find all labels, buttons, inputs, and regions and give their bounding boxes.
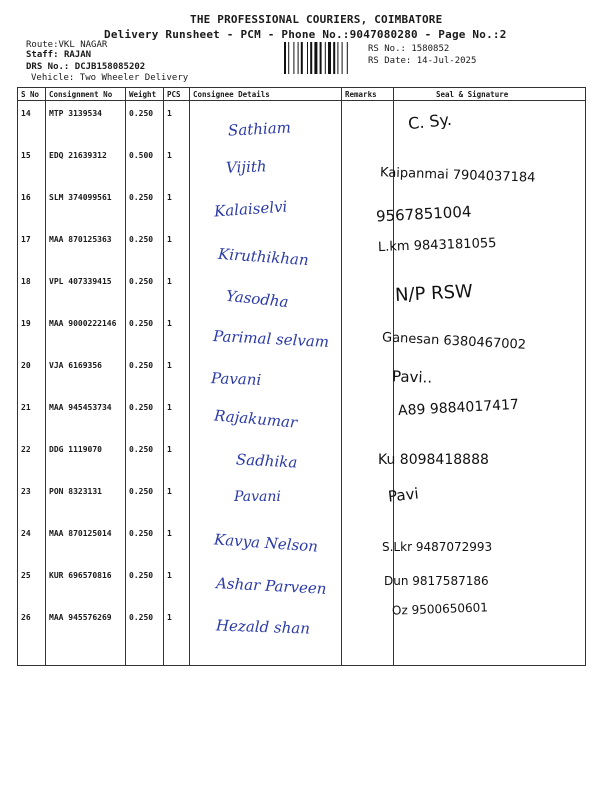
cell-pcs: 1 xyxy=(164,185,190,227)
cell-cons: MAA 870125363 xyxy=(46,227,126,269)
staff-line xyxy=(26,50,91,60)
table-row xyxy=(18,269,586,311)
consignee-handwriting: Parimal selvam xyxy=(212,326,330,352)
cell-cons: MAA 945453734 xyxy=(46,395,126,437)
cell-pcs: 1 xyxy=(164,437,190,479)
consignee-handwriting: Pavani xyxy=(234,489,281,505)
staff-value: RAJAN xyxy=(63,50,92,60)
cell-sno: 15 xyxy=(18,143,46,185)
cell-sno: 17 xyxy=(18,227,46,269)
cell-pcs: 1 xyxy=(164,605,190,666)
consignee-handwriting: Kiruthikhan xyxy=(217,244,310,270)
cell-sno: 20 xyxy=(18,353,46,395)
column-header: Consignee Details xyxy=(190,88,342,101)
cell-blank xyxy=(394,479,586,521)
signature-handwriting: A89 9884017417 xyxy=(397,396,520,420)
cell-sno: 22 xyxy=(18,437,46,479)
cell-blank xyxy=(342,605,394,666)
route-line xyxy=(26,40,107,50)
signature-handwriting: Pavi.. xyxy=(391,367,433,387)
cell-weight: 0.250 xyxy=(126,101,164,144)
cell-blank xyxy=(342,101,394,144)
cell-cons: SLM 374099561 xyxy=(46,185,126,227)
signature-handwriting: Dun 9817587186 xyxy=(384,574,489,588)
signature-handwriting: Kaipanmai 7904037184 xyxy=(379,165,536,186)
cell-weight: 0.250 xyxy=(126,269,164,311)
consignee-handwriting: Pavani xyxy=(210,369,262,389)
cell-cons: EDQ 21639312 xyxy=(46,143,126,185)
cell-weight: 0.250 xyxy=(126,437,164,479)
column-header: PCS xyxy=(164,88,190,101)
cell-pcs: 1 xyxy=(164,479,190,521)
consignee-handwriting: Sathiam xyxy=(227,118,292,140)
vehicle-value: Two Wheeler Delivery xyxy=(79,73,189,83)
cell-pcs: 1 xyxy=(164,521,190,563)
cell-sno: 26 xyxy=(18,605,46,666)
table-row xyxy=(18,353,586,395)
barcode-image xyxy=(283,42,363,74)
cell-cons: PON 8323131 xyxy=(46,479,126,521)
consignee-handwriting: Kalaiselvi xyxy=(213,197,288,221)
cell-pcs: 1 xyxy=(164,311,190,353)
consignee-handwriting: Sadhika xyxy=(235,450,298,472)
cell-cons: DDG 1119070 xyxy=(46,437,126,479)
cell-weight: 0.250 xyxy=(126,479,164,521)
route-label: Route: xyxy=(26,40,59,50)
cell-weight: 0.250 xyxy=(126,353,164,395)
consignee-handwriting: Kavya Nelson xyxy=(213,530,319,556)
document-subtitle: Delivery Runsheet - PCM - Phone No.:9047080280 - Page No.:2 xyxy=(104,28,507,41)
signature-handwriting: S.Lkr 9487072993 xyxy=(382,540,493,554)
cell-pcs: 1 xyxy=(164,143,190,185)
cell-pcs: 1 xyxy=(164,101,190,144)
cell-blank xyxy=(342,479,394,521)
table-header-row xyxy=(18,88,586,101)
column-header: S No xyxy=(18,88,46,101)
signature-handwriting: Oz 9500650601 xyxy=(391,600,489,618)
consignee-handwriting: Rajakumar xyxy=(213,406,298,432)
cell-cons: MAA 870125014 xyxy=(46,521,126,563)
rs-number: RS No.: 1580852 xyxy=(368,44,450,54)
cell-weight: 0.250 xyxy=(126,227,164,269)
signature-handwriting: Ganesan 6380467002 xyxy=(381,330,527,353)
drs-value: DCJB158085202 xyxy=(74,62,146,72)
vehicle-line xyxy=(31,73,188,83)
cell-pcs: 1 xyxy=(164,269,190,311)
table-row xyxy=(18,437,586,479)
consignee-handwriting: Ashar Parveen xyxy=(215,574,327,598)
cell-weight: 0.250 xyxy=(126,521,164,563)
signature-handwriting: Ku 8098418888 xyxy=(378,452,489,468)
signature-handwriting: 9567851004 xyxy=(375,202,472,226)
cell-weight: 0.500 xyxy=(126,143,164,185)
cell-blank xyxy=(342,269,394,311)
cell-cons: MAA 9000222146 xyxy=(46,311,126,353)
signature-handwriting: Pavi xyxy=(387,484,420,506)
drs-line xyxy=(26,62,145,72)
cell-sno: 19 xyxy=(18,311,46,353)
document-title: THE PROFESSIONAL COURIERS, COIMBATORE xyxy=(190,13,443,26)
cell-cons: KUR 696570816 xyxy=(46,563,126,605)
cell-weight: 0.250 xyxy=(126,311,164,353)
cell-cons: MAA 945576269 xyxy=(46,605,126,666)
route-value: VKL NAGAR xyxy=(58,40,108,50)
cell-sno: 24 xyxy=(18,521,46,563)
table-row xyxy=(18,479,586,521)
column-header: Seal & Signature xyxy=(394,88,586,101)
table-row xyxy=(18,185,586,227)
cell-pcs: 1 xyxy=(164,353,190,395)
cell-sno: 14 xyxy=(18,101,46,144)
consignee-handwriting: Hezald shan xyxy=(215,616,311,638)
cell-weight: 0.250 xyxy=(126,563,164,605)
signature-handwriting: N/P RSW xyxy=(394,280,474,307)
cell-sno: 25 xyxy=(18,563,46,605)
signature-handwriting: L.km 9843181055 xyxy=(377,235,497,256)
cell-cons: VPL 407339415 xyxy=(46,269,126,311)
cell-blank xyxy=(342,353,394,395)
consignee-handwriting: Yasodha xyxy=(225,286,290,312)
cell-weight: 0.250 xyxy=(126,395,164,437)
drs-label: DRS No.: xyxy=(26,62,70,72)
cell-pcs: 1 xyxy=(164,227,190,269)
cell-sno: 18 xyxy=(18,269,46,311)
cell-cons: VJA 6169356 xyxy=(46,353,126,395)
column-header: Remarks xyxy=(342,88,394,101)
column-header: Consignment No xyxy=(46,88,126,101)
column-header: Weight xyxy=(126,88,164,101)
cell-sno: 23 xyxy=(18,479,46,521)
cell-weight: 0.250 xyxy=(126,605,164,666)
vehicle-label: Vehicle: xyxy=(31,73,75,83)
cell-blank xyxy=(342,395,394,437)
staff-label: Staff: xyxy=(26,50,59,60)
cell-cons: MTP 3139534 xyxy=(46,101,126,144)
consignee-handwriting: Vijith xyxy=(225,157,267,177)
cell-sno: 16 xyxy=(18,185,46,227)
signature-handwriting: C. Sy. xyxy=(407,109,453,134)
cell-pcs: 1 xyxy=(164,395,190,437)
cell-sno: 21 xyxy=(18,395,46,437)
cell-weight: 0.250 xyxy=(126,185,164,227)
table-row xyxy=(18,101,586,144)
cell-pcs: 1 xyxy=(164,563,190,605)
rs-date: RS Date: 14-Jul-2025 xyxy=(368,56,477,66)
